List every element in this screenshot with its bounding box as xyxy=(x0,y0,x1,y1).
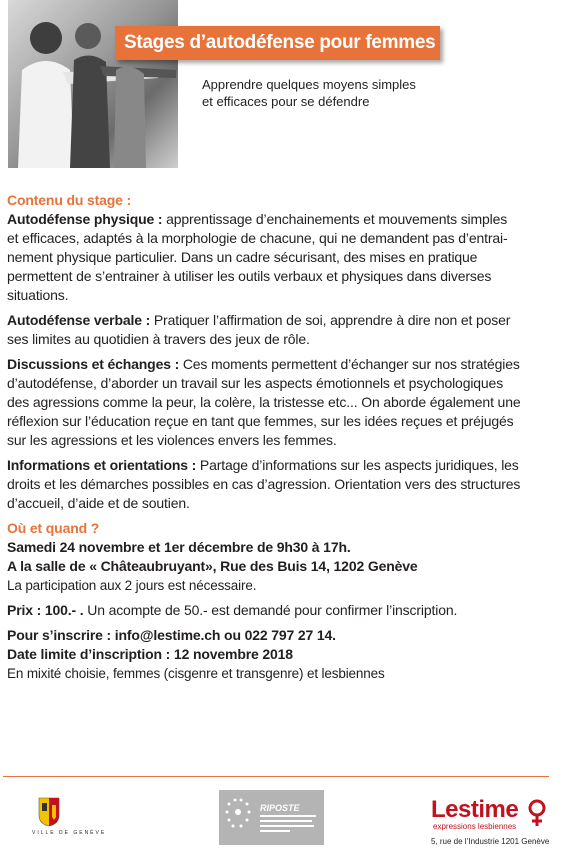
section-text: Ces moments permettent d’échanger sur nos stratégies xyxy=(179,356,520,372)
section-heading-ou-quand: Où et quand ? xyxy=(7,520,100,536)
geneve-wordmark: VILLE DE GENÈVE xyxy=(32,830,107,836)
event-date: Samedi 24 novembre et 1er décembre de 9h30 à 17h. xyxy=(7,539,351,555)
section-text: d’accueil, d’aide et de soutien. xyxy=(7,495,190,511)
subtitle-line: Apprendre quelques moyens simples xyxy=(202,77,416,92)
section-text: situations. xyxy=(7,287,69,303)
price-note: Un acompte de 50.- est demandé pour confirmer l’inscription. xyxy=(83,602,458,618)
subtitle-line: et efficaces pour se défendre xyxy=(202,94,370,109)
audience-note: En mixité choisie, femmes (cisgenre et transgenre) et lesbiennes xyxy=(7,666,385,681)
section-text: des agressions comme la peur, la colère, la tristesse etc... On aborde également une xyxy=(7,394,521,410)
section-text: permettent de s’entrainer à utiliser les outils verbaux et physiques dans diverses xyxy=(7,268,492,284)
section-label: Informations et orientations : xyxy=(7,457,197,473)
participation-note: La participation aux 2 jours est nécessaire. xyxy=(7,578,257,593)
lestime-address: 5, rue de l’Industrie 1201 Genève xyxy=(431,837,550,846)
section-text: sur les agressions et les violences envers les femmes. xyxy=(7,432,337,448)
section-label: Autodéfense physique : xyxy=(7,211,163,227)
registration-deadline: Date limite d’inscription : 12 novembre 2018 xyxy=(7,646,293,662)
riposte-star-icon xyxy=(219,790,259,845)
lestime-wordmark: Lestime xyxy=(431,796,519,823)
section-text: ses limites au quotidien à travers des jeux de rôle. xyxy=(7,331,310,347)
footer-divider xyxy=(3,776,549,777)
section-label: Discussions et échanges : xyxy=(7,356,180,372)
section-heading-contenu: Contenu du stage : xyxy=(7,192,132,208)
price-label: Prix : 100.- . xyxy=(7,602,84,618)
riposte-name: RIPOSTE xyxy=(260,803,300,813)
subtitle xyxy=(202,76,442,110)
event-place: A la salle de « Châteaubruyant», Rue des Buis 14, 1202 Genève xyxy=(7,558,418,574)
section-informations xyxy=(7,456,537,513)
section-text: Partage d’informations sur les aspects juridiques, les xyxy=(196,457,519,473)
riposte-description xyxy=(260,814,320,833)
riposte-fine-print xyxy=(260,814,318,832)
lestime-logo xyxy=(431,797,551,849)
section-verbale xyxy=(7,311,537,349)
main-content xyxy=(7,191,537,683)
lestime-tagline: expressions lesbiennes xyxy=(433,822,517,831)
title-banner xyxy=(115,26,440,60)
section-text: d’autodéfense, d’aborder un travail sur les aspects émotionnels et psychologiques xyxy=(7,375,504,391)
section-text: Pratiquer l’affirmation de soi, apprendre à dire non et poser xyxy=(150,312,511,328)
section-text: et efficaces, adaptés à la morphologie de chacune, qui ne demandent pas d’entrai- xyxy=(7,230,508,246)
registration-contact: Pour s’inscrire : info@lestime.ch ou 022 797 27 14. xyxy=(7,627,336,643)
section-text: apprentissage d’enchainements et mouvements simples xyxy=(162,211,508,227)
section-discussions xyxy=(7,355,537,450)
section-label: Autodéfense verbale : xyxy=(7,312,151,328)
geneve-shield-icon xyxy=(38,797,60,827)
section-text: nement physique particulier. Dans un cadre sécurisant, des mises en pratique xyxy=(7,249,478,265)
page-title: Stages d’autodéfense pour femmes xyxy=(124,32,436,53)
section-text: droits et les démarches possibles en cas d’agression. Orientation vers des structures xyxy=(7,476,521,492)
venus-symbol-icon xyxy=(526,798,548,828)
riposte-logo xyxy=(219,790,324,845)
price-line xyxy=(7,601,537,620)
ville-de-geneve-logo xyxy=(32,797,107,845)
section-text: réflexion sur l’éducation reçue en tant que femmes, sur les idées reçues et préjugés xyxy=(7,413,514,429)
section-physique xyxy=(7,210,537,305)
